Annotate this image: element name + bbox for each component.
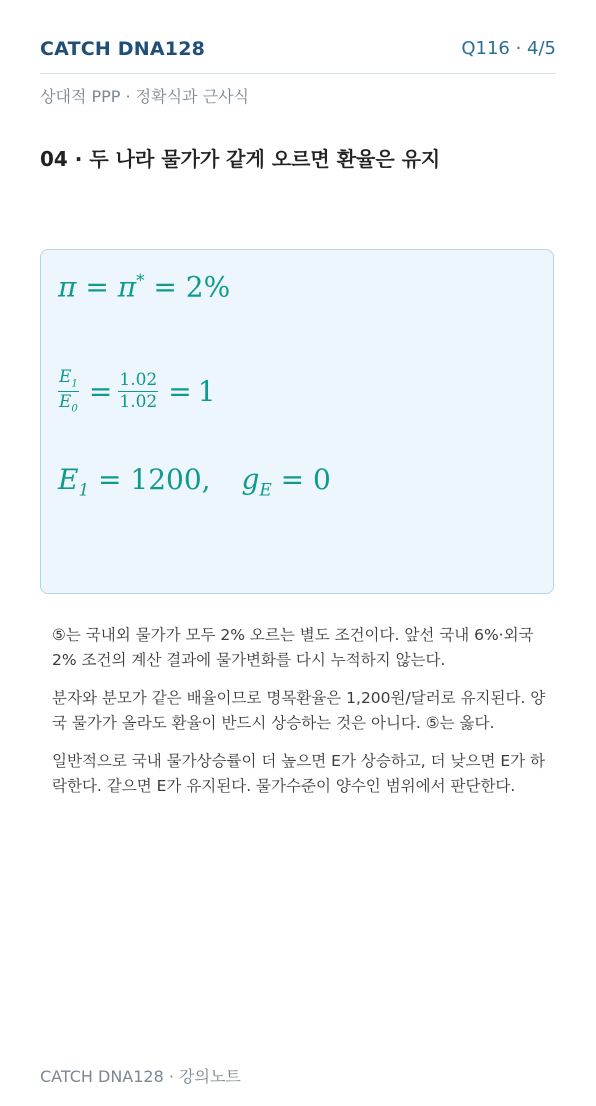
section-title: 04 · 두 나라 물가가 같게 오르면 환율은 유지 [40,147,441,171]
formula-inflation [58,270,230,303]
fraction-numerator: $E_1$ [58,368,79,392]
subtitle: 상대적 PPP · 정확식과 근사식 [40,87,249,106]
pi-star-symbol: π [117,270,137,304]
pi-symbol: π [58,270,77,304]
fraction-denominator: $E_0$ [59,392,78,415]
fraction-e1-e0 [58,368,79,415]
equals-sign: = [153,270,177,304]
header [40,36,556,74]
explanation-notes [52,623,554,812]
equals-sign: = [85,270,109,304]
inflation-value: 2% [185,270,231,304]
equals-sign: = [168,375,192,409]
equals-sign: = [88,375,113,409]
fraction-price-ratio [118,371,158,413]
growth-value: 0 [312,463,331,496]
equals-sign: = [98,463,122,496]
e1-symbol: $E_1$ [58,463,90,500]
brand-title: CATCH DNA128 [40,38,206,60]
footer: CATCH DNA128 · 강의노트 [40,1067,241,1086]
exchange-rate-value: 1200, [130,463,211,496]
ratio-result: 1 [197,375,216,409]
growth-symbol: $g_E$ [241,463,272,500]
note-paragraph: ⑤는 국내외 물가가 모두 2% 오르는 별도 조건이다. 앞선 국내 6%·외국 2% 조건의 계산 결과에 물가변화를 다시 누적하지 않는다. [52,626,534,669]
page-indicator: Q116 · 4/5 [461,38,556,59]
formula-exchange-rate [58,463,331,500]
fraction-denominator: 1.02 [119,392,158,413]
formula-ratio [58,368,216,415]
equals-sign: = [280,463,305,496]
note-paragraph: 일반적으로 국내 물가상승률이 더 높으면 E가 상승하고, 더 낮으면 E가 하락한다. 같으면 E가 유지된다. 물가수준이 양수인 범위에서 판단한다. [52,752,546,795]
formula-box [40,249,554,594]
fraction-numerator: 1.02 [118,371,158,393]
star-superscript: * [136,270,145,290]
note-paragraph: 분자와 분모가 같은 배율이므로 명목환율은 1,200원/달러로 유지된다. 양국 물가가 올라도 환율이 반드시 상승하는 것은 아니다. ⑤는 옳다. [52,689,546,732]
